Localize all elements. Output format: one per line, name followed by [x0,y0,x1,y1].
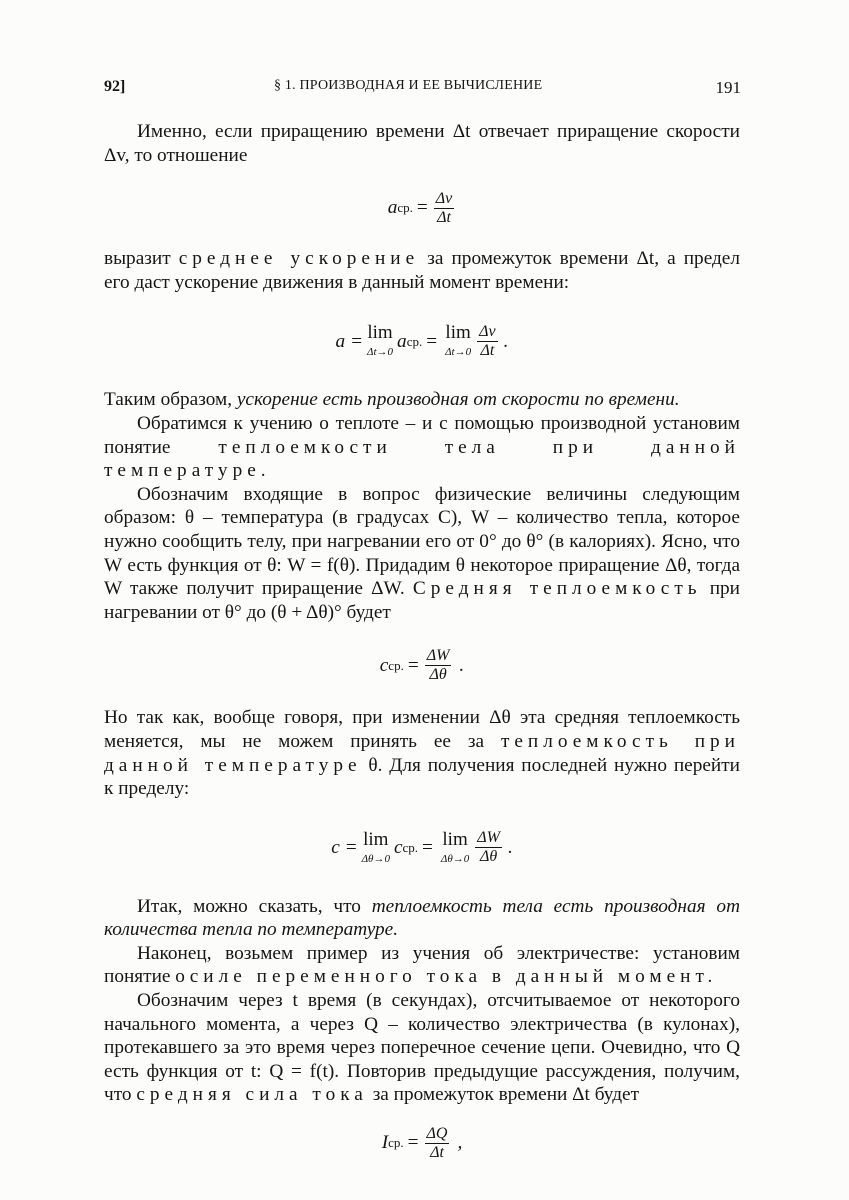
paragraph-6-spaced: теплоемкость при данной температуре [104,730,740,776]
paragraph-7 [104,895,740,942]
paragraph-6-end: θ. Для получения последней нужно перейти к пределу: [104,754,740,800]
formula-4-term-sub: ср. [402,839,419,855]
formula-4-fraction [475,829,502,866]
page-body [104,120,740,1179]
formula-4-term: c [393,836,403,858]
paragraph-5-end: при нагревании от θ° до (θ + Δθ)° будет [104,578,740,623]
formula-5-denominator: Δt [430,1143,444,1161]
formula-4-lim-sub: Δθ→0 [361,852,390,865]
page-header [104,78,741,102]
paragraph-6 [104,706,740,800]
paragraph-3-start: Таким образом, [104,389,233,411]
formula-1-lhs: a [387,197,398,219]
paragraph-9-end: за промежуток времени Δt будет [372,1084,640,1106]
formula-4-limit-2 [441,830,469,866]
formula-2-numerator: Δv [479,322,496,340]
formula-3-numerator: ΔW [426,646,450,664]
paragraph-4 [104,412,740,483]
formula-4-lhs: c = [331,836,358,858]
formula-2-denominator: Δt [480,341,495,359]
formula-5-eq: = [407,1132,419,1154]
paragraph-4-spaced: теплоемкости тела при данной температуре. [104,436,740,482]
formula-3-fraction [425,647,452,684]
formula-4-lim2-word: lim [442,828,468,850]
formula-average-heat-capacity [104,624,740,706]
paragraph-7-start: Итак, можно сказать, что [137,895,361,917]
paragraph-7-italic: теплоемкость тела есть производная от количества тепла по температуре. [104,895,740,941]
paragraph-9-start: Обозначим через t время (в секундах), отсчитываемое от некоторого начального момента, а через Q – количество электричества (в кулонах), протекавшего за это время через поперечное сечение цепи. Очевидно, что Q есть функция от t: Q = f(t). Повторив предыдущие рассуждения, получим, что [104,990,740,1106]
formula-2-end: . [503,330,509,352]
formula-1-lhs-sub: ср. [397,200,413,216]
paragraph-5-start: Обозначим входящие в вопрос физические величины следующим образом: θ – температура (в градусах С), W – количество тепла, которое нужно сообщить телу, при нагревании его от 0° до θ° (в калориях). Ясно, что W есть функция от θ: W = f(θ). Придадим θ некоторое приращение Δθ, тогда W также получит приращение ΔW. [104,483,740,600]
paragraph-2-end: за промежуток времени Δt, а предел его даст ускорение движения в данный момент времени: [104,248,740,293]
formula-4-limit [362,830,390,866]
formula-4-numerator: ΔW [477,829,500,847]
formula-2-term: a [397,330,407,352]
paragraph-2-start: выразит [104,248,171,270]
formula-3-lhs-sub: ср. [388,657,404,673]
formula-4-denominator: Δθ [480,848,498,866]
paragraph-6-start: Но так как, вообще говоря, при изменении Δθ эта средняя теплоемкость меняется, мы не можем принять ее за [104,707,740,752]
formula-2-lim-sub: Δt→0 [367,346,394,359]
formula-4-lim-word: lim [363,828,389,850]
formula-4-eq: = [422,836,433,858]
formula-2-fraction [477,323,498,360]
formula-3-denominator: Δθ [429,665,447,683]
paragraph-5 [104,483,740,625]
formula-1-eq: = [416,197,428,219]
formula-5-lhs-sub: ср. [388,1135,404,1151]
formula-3-eq: = [407,654,419,676]
formula-5-numerator: ΔQ [426,1124,448,1142]
page-number: 191 [715,78,741,97]
paragraph-9-spaced: средняя сила тока [136,1084,368,1106]
paragraph-5-spaced: Средняя теплоемкость [412,578,702,600]
formula-2-lhs: a = [335,330,364,352]
formula-2-term-sub: ср. [406,333,423,349]
paragraph-3 [104,388,740,412]
paragraph-2 [104,247,740,294]
paragraph-1 [104,120,740,167]
paragraph-2-spaced: среднее ускорение [178,248,420,270]
formula-3-end: . [459,654,465,676]
formula-3-lhs: c [379,654,389,676]
formula-2-lim-word: lim [367,322,393,344]
paragraph-1-text: Именно, если приращению времени Δt отвечает приращение скорости Δv, то отношение [104,121,740,166]
formula-heat-capacity-limit [104,801,740,895]
formula-1-denominator: Δt [437,208,451,226]
formula-average-acceleration [104,169,740,247]
paragraph-4-start: Обратимся к учению о теплоте – и с помощью производной установим понятие [104,412,740,458]
formula-2-eq: = [426,330,438,352]
formula-1-numerator: Δv [435,189,453,207]
formula-2-lim2-word: lim [445,322,471,344]
paragraph-3-italic: ускорение есть производная от скорости по времени. [236,389,680,411]
paragraph-8 [104,942,740,989]
formula-average-current [104,1107,740,1179]
running-title: § 1. ПРОИЗВОДНАЯ И ЕЕ ВЫЧИСЛЕНИЕ [274,78,543,93]
formula-4-end: . [507,836,513,858]
formula-2-limit-2 [445,323,471,359]
formula-2-limit [367,323,393,359]
formula-2-lim2-sub: Δt→0 [445,346,472,359]
paragraph-8-start: Наконец, возьмем пример из учения об электричестве: установим понятие о [104,942,740,988]
paragraph-8-spaced: силе переменного тока в данный момент. [189,966,718,988]
formula-1-fraction [434,190,455,227]
section-number: 92] [104,78,126,95]
formula-5-lhs: I [381,1132,389,1154]
formula-5-end: , [457,1132,463,1154]
formula-acceleration-limit [104,294,740,388]
paragraph-9 [104,989,740,1107]
formula-4-lim2-sub: Δθ→0 [440,852,470,865]
formula-5-fraction [425,1125,450,1162]
